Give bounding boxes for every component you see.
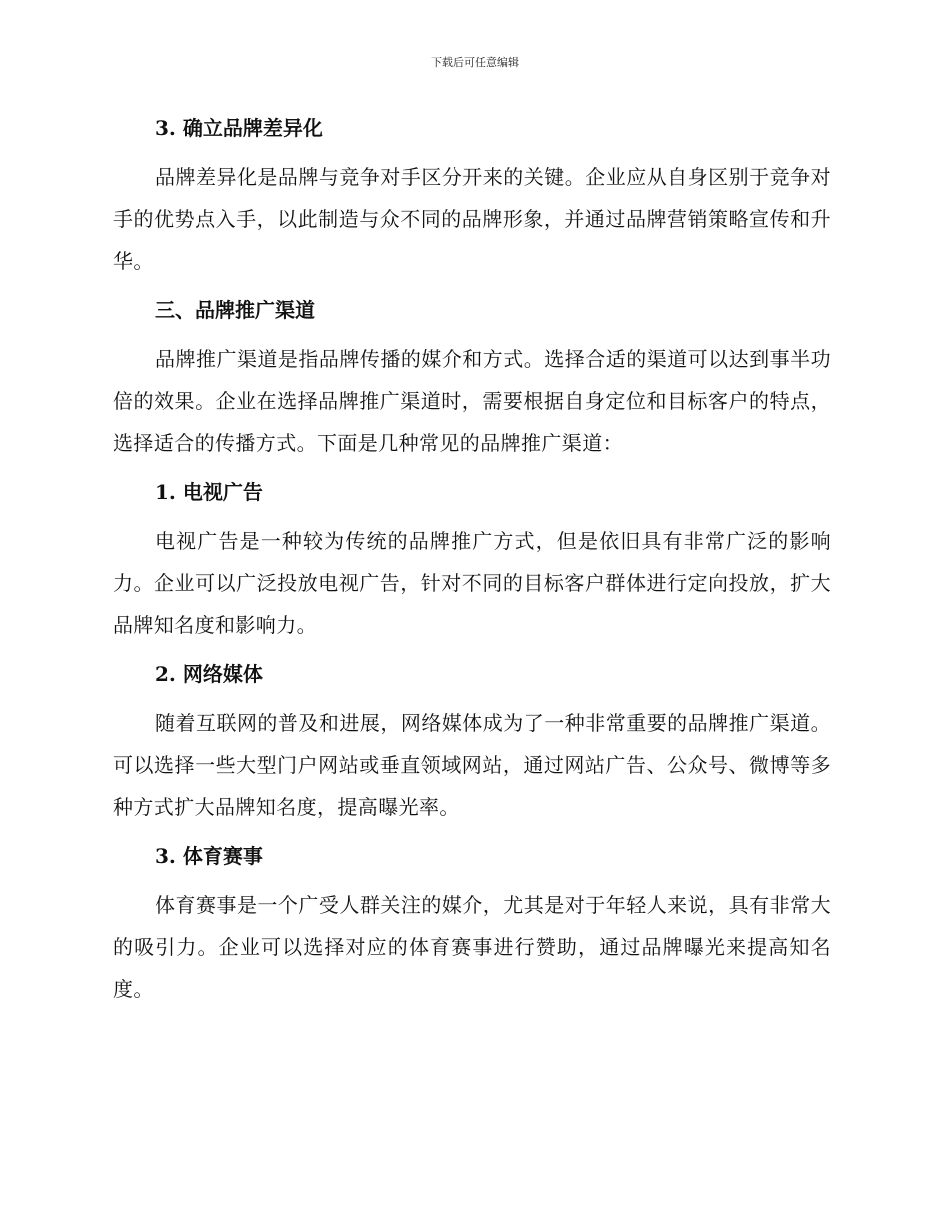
paragraph-online-media: 随着互联网的普及和进展，网络媒体成为了一种非常重要的品牌推广渠道。可以选择一些大型门户网站或垂直领域网站，通过网站广告、公众号、微博等多种方式扩大品牌知名度，提高曝光率。 [113, 711, 831, 819]
paragraph-brand-differentiation: 品牌差异化是品牌与竞争对手区分开来的关键。企业应从自身区别于竞争对手的优势点入手，以此制造与众不同的品牌形象，并通过品牌营销策略宣传和升华。 [113, 165, 831, 273]
section-heading-promotion-channels: 三、品牌推广渠道 [155, 298, 315, 322]
page-header-note: 下载后可任意编辑 [431, 56, 519, 69]
section-heading-tv-ads: 1. 电视广告 [155, 480, 263, 504]
paragraph-tv-ads: 电视广告是一种较为传统的品牌推广方式，但是依旧具有非常广泛的影响力。企业可以广泛投放电视广告，针对不同的目标客户群体进行定向投放，扩大品牌知名度和影响力。 [113, 529, 831, 637]
section-heading-online-media: 2. 网络媒体 [155, 662, 263, 686]
paragraph-promotion-channels: 品牌推广渠道是指品牌传播的媒介和方式。选择合适的渠道可以达到事半功倍的效果。企业在选择品牌推广渠道时，需要根据自身定位和目标客户的特点，选择适合的传播方式。下面是几种常见的品牌推广渠道： [113, 347, 831, 455]
paragraph-sports-events: 体育赛事是一个广受人群关注的媒介，尤其是对于年轻人来说，具有非常大的吸引力。企业可以选择对应的体育赛事进行赞助，通过品牌曝光来提高知名度。 [113, 893, 831, 1001]
section-heading-brand-differentiation: 3. 确立品牌差异化 [155, 116, 323, 140]
section-heading-sports-events: 3. 体育赛事 [155, 844, 263, 868]
document-body [113, 107, 831, 1017]
